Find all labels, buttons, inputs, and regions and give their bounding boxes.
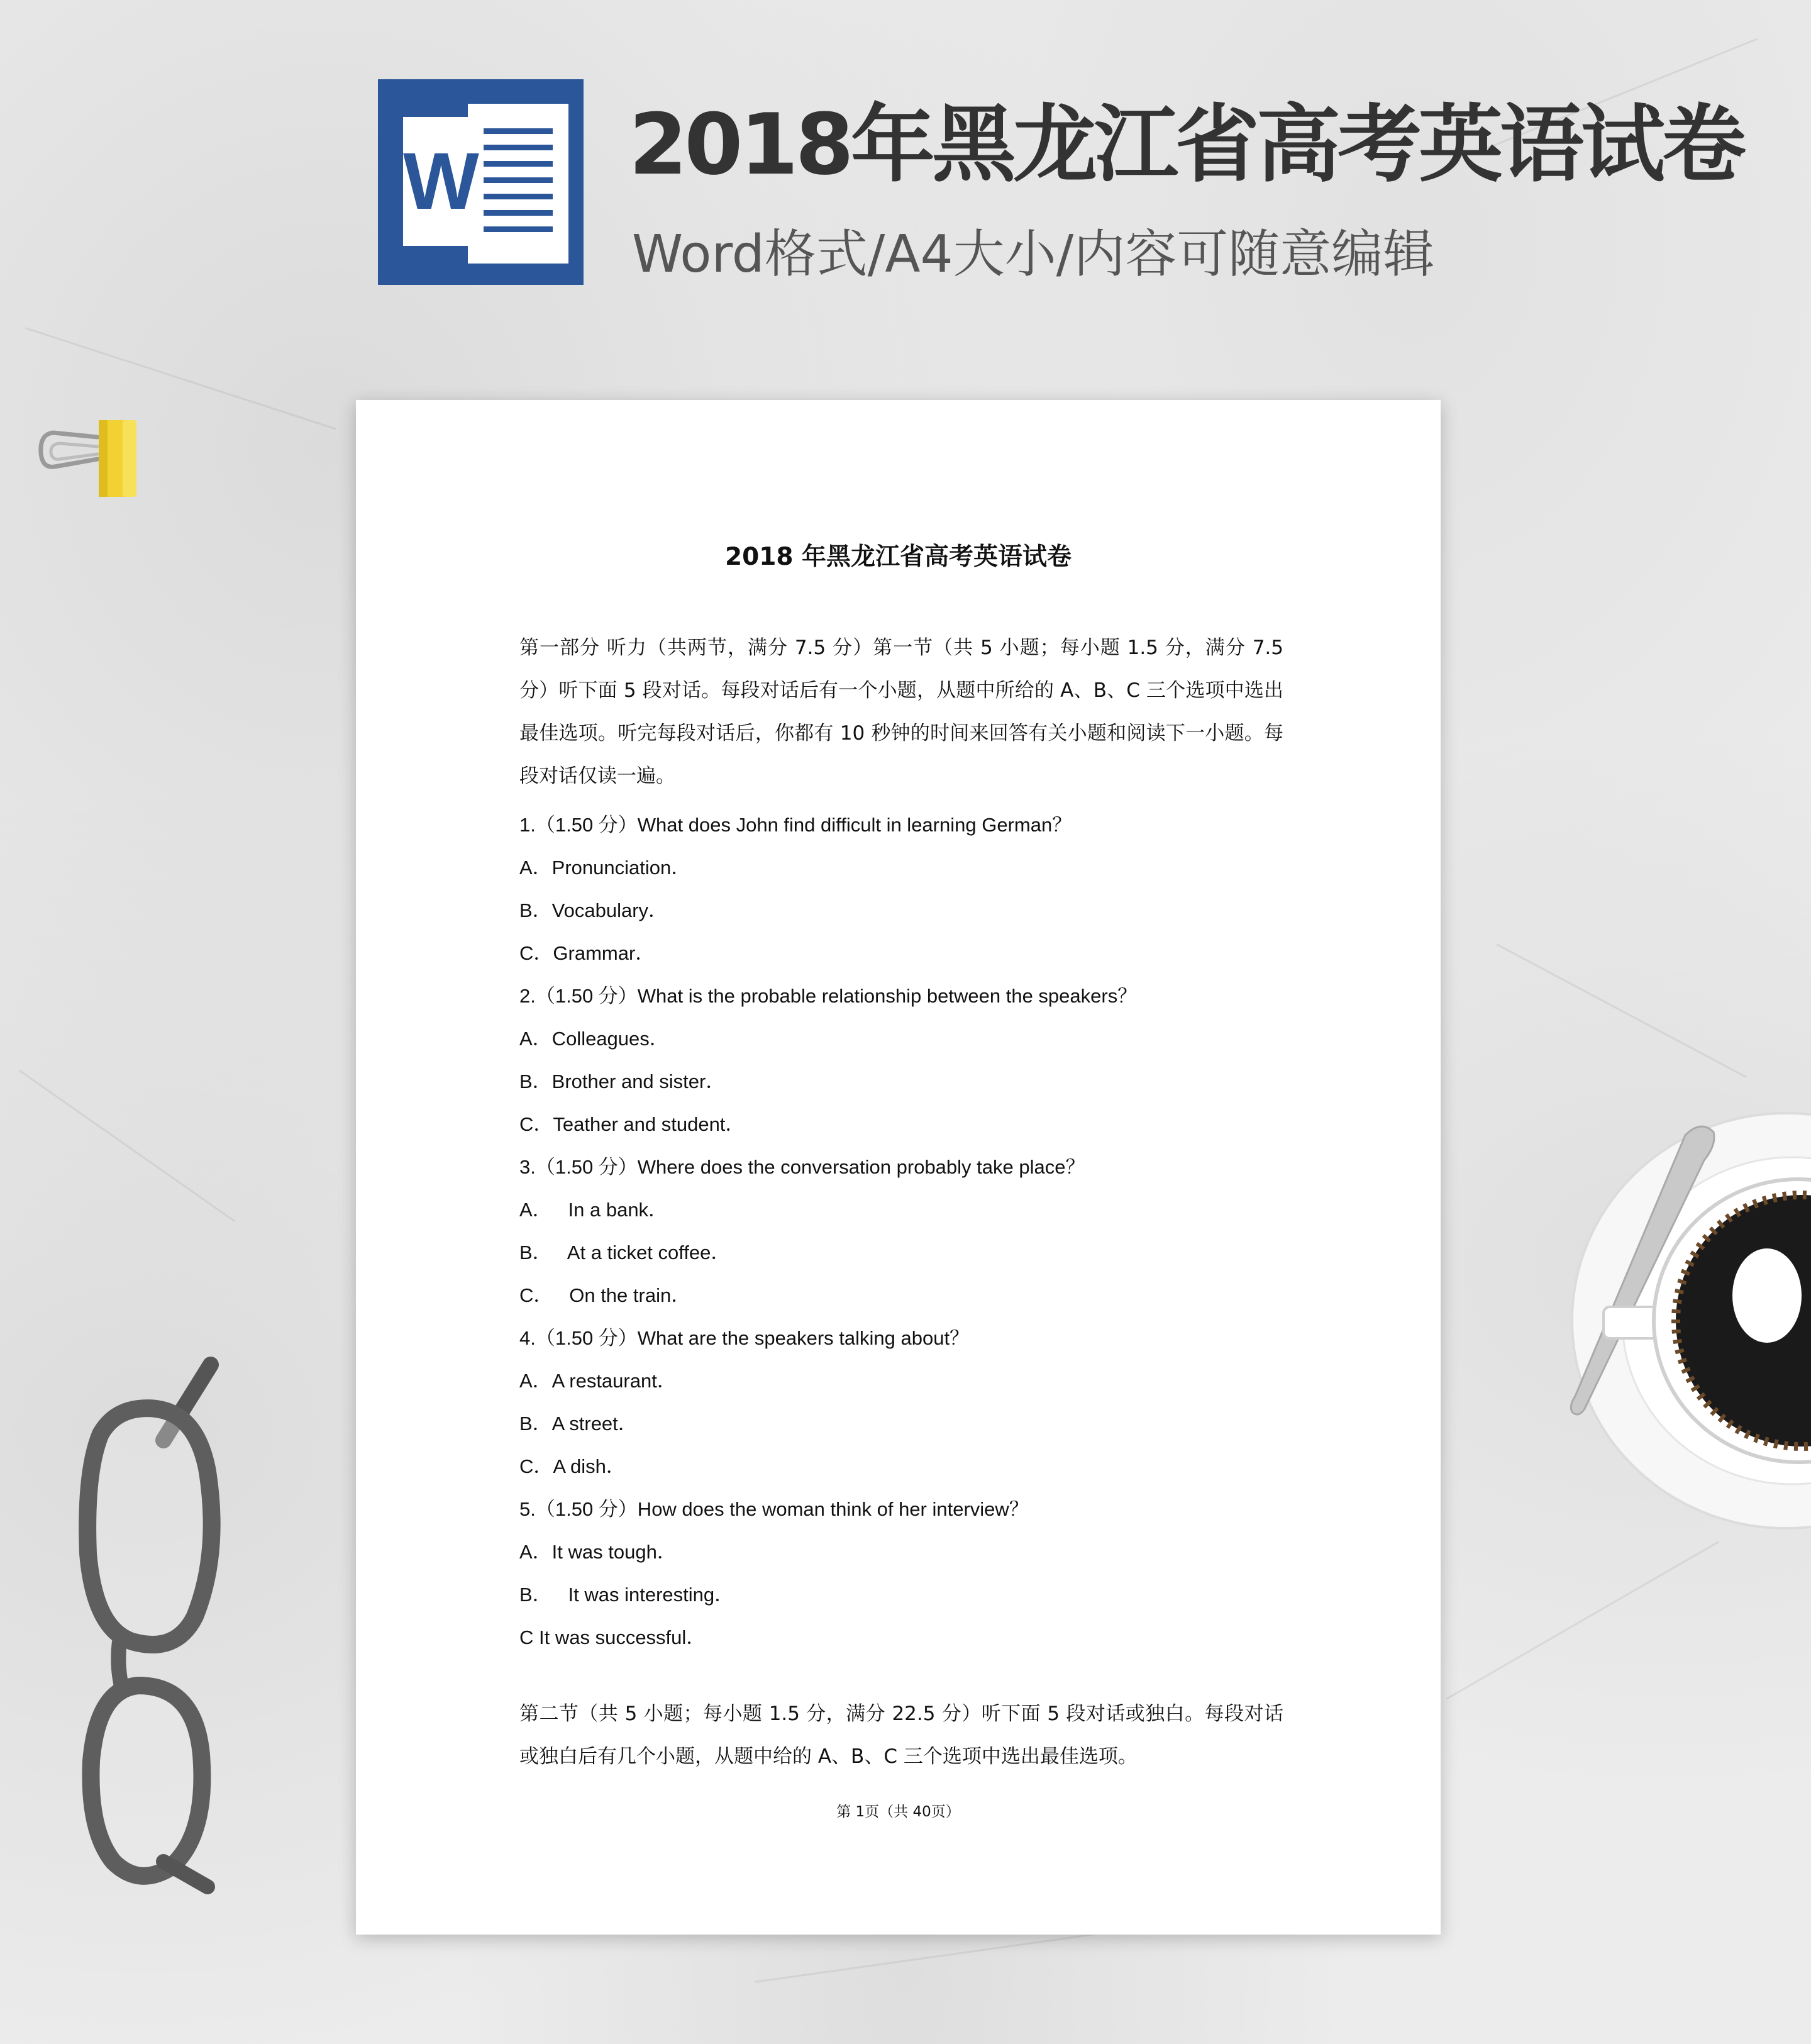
section-two-instructions: 第二节（共 5 小题；每小题 1.5 分，满分 22.5 分）听下面 5 段对话或独白。每段对话或独白后有几个小题，从题中给的 A、B、C 三个选项中选出最佳选项。 xyxy=(519,1702,1283,1768)
coffee-cup-icon xyxy=(1559,1107,1811,1535)
word-logo-line xyxy=(484,194,553,199)
word-logo-line xyxy=(484,226,553,232)
word-logo-line xyxy=(484,145,553,150)
option-line: A．It was tough． xyxy=(519,1541,677,1563)
option-line: C．Grammar． xyxy=(519,942,655,964)
option-line: B．Brother and sister． xyxy=(519,1070,726,1092)
option-line: A．Pronunciation． xyxy=(519,857,691,879)
binder-clip-icon xyxy=(35,409,148,503)
word-logo-line xyxy=(484,210,553,216)
page-title: 2018年黑龙江省高考英语试卷 xyxy=(629,96,1743,194)
word-logo-line xyxy=(484,161,553,167)
option-line: C．A dish． xyxy=(519,1455,626,1477)
document-page xyxy=(356,400,1441,1935)
question-line: 5.（1.50 分）How does the woman think of her interview？ xyxy=(519,1498,1029,1520)
question-line: 4.（1.50 分）What are the speakers talking about？ xyxy=(519,1327,970,1349)
document-title: 2018 年黑龙江省高考英语试卷 xyxy=(724,543,1072,571)
option-line: C It was successful． xyxy=(519,1626,706,1648)
word-logo-page xyxy=(466,102,570,265)
eyeglasses-icon xyxy=(69,1346,233,1899)
option-line: B．A street． xyxy=(519,1413,638,1435)
question-line: 2.（1.50 分）What is the probable relationship between the speakers？ xyxy=(519,985,1138,1007)
option-line: A．Colleagues． xyxy=(519,1028,669,1050)
marble-vein xyxy=(18,1069,236,1222)
part-one-instructions: 第一部分 听力（共两节，满分 7.5 分）第一节（共 5 小题；每小题 1.5 分，满分 7.5 分）听下面 5 段对话。每段对话后有一个小题，从题中所给的 A、B、C 三个选项中选出最佳选项。听完每段对话后，你都有 10 秒钟的时间来回答有关小题和阅读下一小题。每段对话仅读一遍。 xyxy=(519,636,1283,787)
question-line: 1.（1.50 分）What does John find difficult in learning German？ xyxy=(519,814,1072,836)
marble-vein xyxy=(1446,1541,1719,1700)
word-logo-line xyxy=(484,128,553,134)
page-subtitle: Word格式/A4大小/内容可随意编辑 xyxy=(632,225,1435,284)
option-line: A．A restaurant． xyxy=(519,1370,677,1392)
word-logo-letter: W xyxy=(403,136,479,226)
marble-vein xyxy=(1496,943,1747,1078)
word-logo-icon xyxy=(378,79,584,285)
page-footer: 第 1页（共 40页） xyxy=(836,1804,960,1820)
option-line: B． It was interesting． xyxy=(519,1584,734,1606)
option-line: C．Teather and student． xyxy=(519,1113,745,1135)
option-line: C． On the train． xyxy=(519,1284,691,1306)
question-line: 3.（1.50 分）Where does the conversation probably take place？ xyxy=(519,1156,1085,1178)
option-line: B．Vocabulary． xyxy=(519,899,668,921)
option-line: A． In a bank． xyxy=(519,1199,668,1221)
word-logo-line xyxy=(484,177,553,183)
question-list xyxy=(519,804,1283,1659)
option-line: B． At a ticket coffee． xyxy=(519,1241,731,1264)
